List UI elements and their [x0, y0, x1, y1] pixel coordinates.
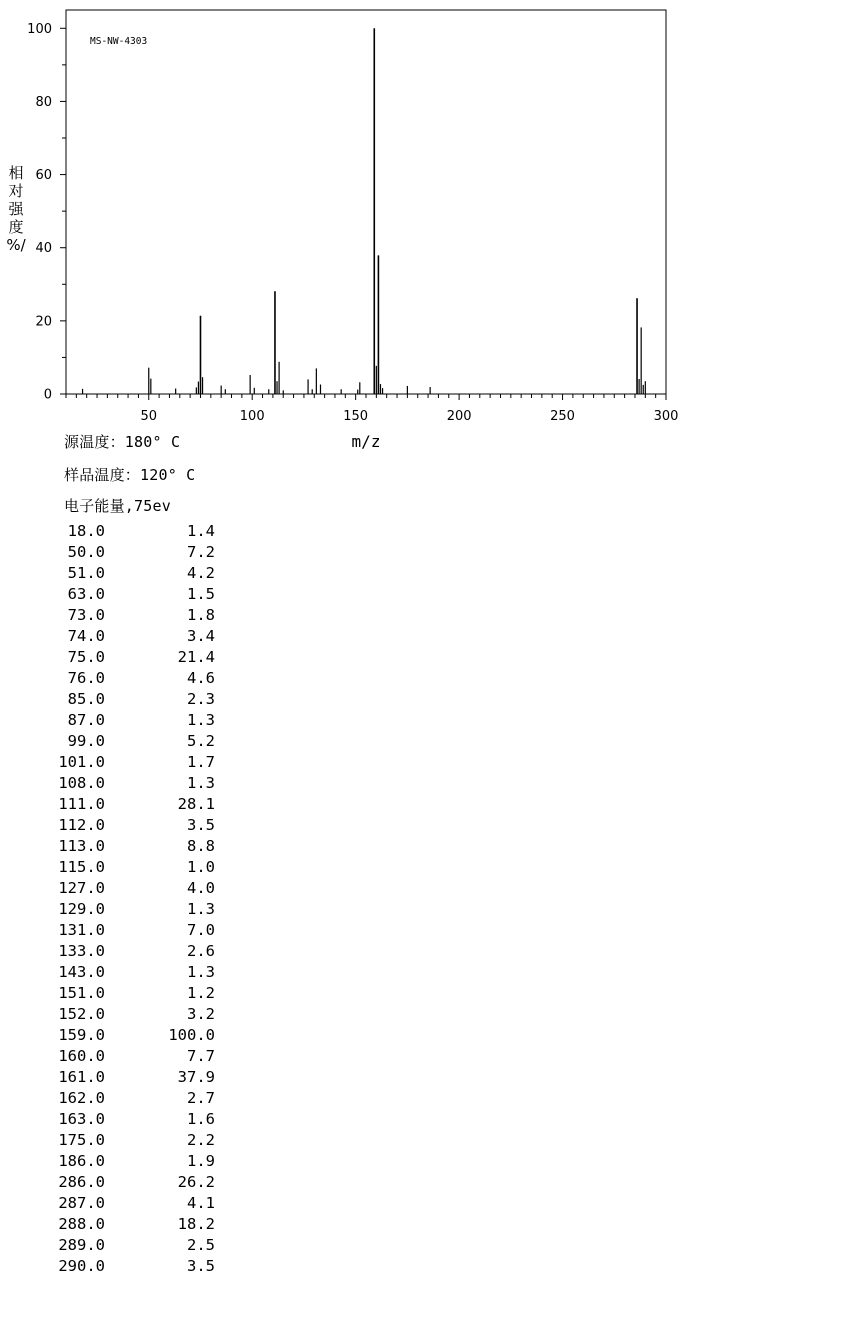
peak-mz: 289.0 [58, 1236, 105, 1254]
peak-row [40, 795, 240, 816]
peak-row [40, 1215, 240, 1236]
peak-row [40, 942, 240, 963]
peak-row [40, 1131, 240, 1152]
peak-row [40, 1110, 240, 1131]
peak-intensity: 1.9 [187, 1152, 215, 1170]
peak-intensity: 2.6 [187, 942, 215, 960]
peak-mz: 162.0 [58, 1089, 105, 1107]
peak-row [40, 1005, 240, 1026]
peak-row [40, 522, 240, 543]
peak-intensity: 7.0 [187, 921, 215, 939]
peak-row [40, 1047, 240, 1068]
y-axis-label-char: 度 [8, 218, 24, 236]
source-temperature: 源温度：180° C [64, 433, 181, 451]
electron-energy: 电子能量,75ev [64, 497, 171, 515]
peak-row [40, 1194, 240, 1215]
peak-mz: 63.0 [67, 585, 105, 603]
x-axis-label: m/z [351, 432, 381, 451]
peak-mz: 85.0 [67, 690, 105, 708]
peak-intensity: 3.2 [187, 1005, 215, 1023]
y-axis-label [6, 164, 26, 254]
peak-row [40, 753, 240, 774]
peak-intensity: 1.0 [187, 858, 215, 876]
peak-intensity: 2.5 [187, 1236, 215, 1254]
plot-frame [66, 10, 666, 394]
peak-intensity: 1.3 [187, 900, 215, 918]
peak-row [40, 1152, 240, 1173]
peak-mz: 74.0 [67, 627, 105, 645]
peak-intensity: 2.7 [187, 1089, 215, 1107]
peak-table [40, 522, 240, 1278]
peak-row [40, 627, 240, 648]
peak-row [40, 774, 240, 795]
x-tick-label: 150 [343, 409, 369, 424]
y-tick-label: 100 [27, 21, 52, 37]
chart-title: MS-NW-4303 [90, 36, 148, 47]
peak-intensity: 3.5 [187, 1257, 215, 1275]
peak-intensity: 2.2 [187, 1131, 215, 1149]
peak-intensity: 1.3 [187, 774, 215, 792]
peak-intensity: 4.1 [187, 1194, 215, 1212]
peak-mz: 129.0 [58, 900, 105, 918]
peak-row [40, 984, 240, 1005]
y-tick-label: 0 [43, 387, 52, 403]
peak-intensity: 1.6 [187, 1110, 215, 1128]
peak-row [40, 858, 240, 879]
peak-mz: 101.0 [58, 753, 105, 771]
peak-mz: 108.0 [58, 774, 105, 792]
peak-mz: 186.0 [58, 1152, 105, 1170]
peak-intensity: 4.0 [187, 879, 215, 897]
peak-mz: 111.0 [58, 795, 105, 813]
peak-intensity: 1.7 [187, 753, 215, 771]
peak-mz: 133.0 [58, 942, 105, 960]
peak-mz: 161.0 [58, 1068, 105, 1086]
peak-mz: 127.0 [58, 879, 105, 897]
peak-row [40, 543, 240, 564]
peak-intensity: 7.7 [187, 1047, 215, 1065]
y-axis-label-char: 强 [8, 200, 24, 218]
peak-row [40, 564, 240, 585]
peak-mz: 99.0 [67, 732, 105, 750]
peak-mz: 287.0 [58, 1194, 105, 1212]
peak-intensity: 37.9 [177, 1068, 215, 1086]
peak-row [40, 669, 240, 690]
peak-row [40, 711, 240, 732]
peak-intensity: 1.4 [187, 522, 215, 540]
peak-row [40, 606, 240, 627]
y-axis-label-char: 对 [8, 182, 24, 200]
peak-intensity: 1.5 [187, 585, 215, 603]
x-tick-label: 200 [446, 409, 472, 424]
y-tick-label: 40 [35, 241, 52, 257]
peak-mz: 75.0 [67, 648, 105, 666]
peak-intensity: 28.1 [177, 795, 215, 813]
x-tick-label: 100 [239, 409, 265, 424]
x-tick-label: 250 [550, 409, 575, 424]
peak-mz: 152.0 [58, 1005, 105, 1023]
peak-row [40, 1026, 240, 1047]
peak-mz: 151.0 [58, 984, 105, 1002]
peak-mz: 113.0 [58, 837, 105, 855]
peak-intensity: 1.3 [187, 711, 215, 729]
peak-intensity: 1.3 [187, 963, 215, 981]
peak-intensity: 18.2 [177, 1215, 215, 1233]
peak-mz: 163.0 [58, 1110, 105, 1128]
peak-row [40, 879, 240, 900]
peak-mz: 76.0 [67, 669, 105, 687]
peak-row [40, 732, 240, 753]
peak-mz: 115.0 [58, 858, 105, 876]
y-axis-label-char: %/ [6, 236, 26, 254]
y-tick-label: 60 [35, 168, 52, 184]
peak-mz: 131.0 [58, 921, 105, 939]
peak-intensity: 21.4 [177, 648, 215, 666]
peak-mz: 286.0 [58, 1173, 105, 1191]
peak-row [40, 816, 240, 837]
peak-row [40, 648, 240, 669]
peak-row [40, 585, 240, 606]
peak-mz: 18.0 [67, 522, 105, 540]
peak-row [40, 1173, 240, 1194]
peak-intensity: 2.3 [187, 690, 215, 708]
peak-intensity: 7.2 [187, 543, 215, 561]
peak-row [40, 837, 240, 858]
peak-intensity: 8.8 [187, 837, 215, 855]
peak-mz: 112.0 [58, 816, 105, 834]
peak-row [40, 1257, 240, 1278]
peak-mz: 143.0 [58, 963, 105, 981]
x-tick-label: 50 [140, 409, 158, 424]
peak-mz: 50.0 [67, 543, 105, 561]
peak-row [40, 1236, 240, 1257]
mass-spectrum-chart [0, 0, 850, 460]
peak-intensity: 1.8 [187, 606, 215, 624]
peak-mz: 160.0 [58, 1047, 105, 1065]
peak-mz: 87.0 [67, 711, 105, 729]
peak-row [40, 921, 240, 942]
peak-row [40, 963, 240, 984]
peak-mz: 73.0 [67, 606, 105, 624]
peak-intensity: 3.4 [187, 627, 215, 645]
peak-row [40, 1068, 240, 1089]
peak-mz: 175.0 [58, 1131, 105, 1149]
peak-intensity: 4.6 [187, 669, 215, 687]
peak-intensity: 3.5 [187, 816, 215, 834]
peak-intensity: 4.2 [187, 564, 215, 582]
peak-row [40, 690, 240, 711]
peak-mz: 288.0 [58, 1215, 105, 1233]
peak-mz: 290.0 [58, 1257, 105, 1275]
peak-intensity: 1.2 [187, 984, 215, 1002]
peak-row [40, 900, 240, 921]
y-tick-label: 20 [35, 314, 52, 330]
sample-temperature: 样品温度：120° C [64, 466, 196, 484]
y-tick-label: 80 [35, 94, 52, 110]
peak-intensity: 5.2 [187, 732, 215, 750]
peak-intensity: 26.2 [177, 1173, 215, 1191]
peak-mz: 51.0 [67, 564, 105, 582]
x-tick-label: 300 [653, 409, 679, 424]
peak-intensity: 100.0 [168, 1026, 215, 1044]
y-axis-label-char: 相 [8, 164, 24, 182]
peak-mz: 159.0 [58, 1026, 105, 1044]
peak-row [40, 1089, 240, 1110]
